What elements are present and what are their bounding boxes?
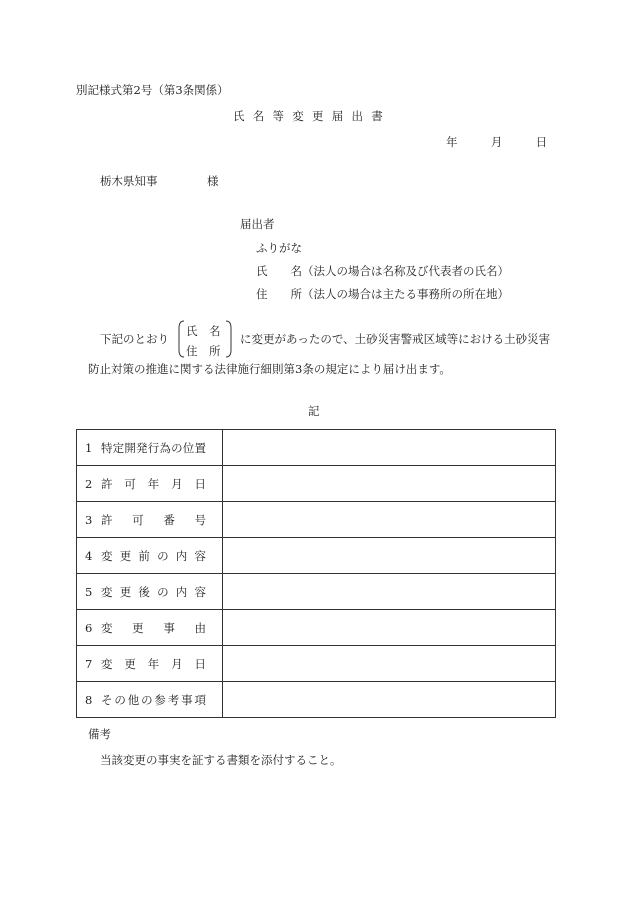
item-number: 1 bbox=[85, 440, 93, 455]
item-label-cell bbox=[77, 502, 223, 538]
item-label: 特定開発行為の位置 bbox=[101, 440, 206, 455]
item-number: 8 bbox=[85, 692, 93, 707]
table-row bbox=[77, 610, 556, 646]
item-label-cell bbox=[77, 466, 223, 502]
item-label: 変更前の内容 bbox=[101, 548, 206, 563]
addressee-name: 栃木県知事 bbox=[100, 174, 158, 188]
right-bracket bbox=[226, 321, 231, 357]
item-value-cell[interactable] bbox=[223, 610, 556, 646]
item-label: 許可番号 bbox=[101, 512, 206, 527]
item-label-cell bbox=[77, 430, 223, 466]
item-label-cell bbox=[77, 538, 223, 574]
item-label: 変更年月日 bbox=[101, 656, 206, 671]
ki-heading: 記 bbox=[308, 404, 320, 418]
applicant-label: 届出者 bbox=[240, 217, 275, 231]
applicant-address-note: （法人の場合は主たる事務所の所在地） bbox=[302, 287, 509, 301]
date-line bbox=[446, 137, 547, 149]
table-row bbox=[77, 466, 556, 502]
date-month: 月 bbox=[490, 135, 503, 149]
item-label: 変更後の内容 bbox=[101, 584, 206, 599]
option-name: 氏 名 bbox=[186, 324, 221, 338]
option-bracket bbox=[178, 320, 232, 358]
body-line1-rest: に変更があったので、土砂災害警戒区域等における土砂災害 bbox=[240, 332, 551, 346]
applicant-address-label: 住 所 bbox=[256, 287, 302, 301]
left-bracket bbox=[179, 321, 184, 357]
item-label: その他の参考事項 bbox=[101, 692, 206, 707]
item-number: 2 bbox=[85, 476, 93, 491]
item-label-cell bbox=[77, 610, 223, 646]
body-prefix: 下記のとおり bbox=[100, 332, 169, 346]
item-label: 変更事由 bbox=[101, 620, 206, 635]
table-row bbox=[77, 574, 556, 610]
remarks-heading: 備考 bbox=[88, 727, 111, 741]
applicant-name-note: （法人の場合は名称及び代表者の氏名） bbox=[302, 264, 509, 278]
item-value-cell[interactable] bbox=[223, 646, 556, 682]
table-row bbox=[77, 682, 556, 718]
table-row bbox=[77, 502, 556, 538]
applicant-name-label: 氏 名 bbox=[256, 264, 302, 278]
furigana-label: ふりがな bbox=[256, 241, 302, 255]
remarks-text: 当該変更の事実を証する書類を添付すること。 bbox=[100, 753, 342, 767]
date-day: 日 bbox=[535, 135, 548, 149]
item-value-cell[interactable] bbox=[223, 682, 556, 718]
applicant-address-line bbox=[256, 289, 509, 301]
body-line2: 防止対策の推進に関する法律施行細則第3条の規定により届け出ます。 bbox=[88, 362, 451, 376]
item-label-cell bbox=[77, 574, 223, 610]
item-number: 6 bbox=[85, 620, 93, 635]
item-value-cell[interactable] bbox=[223, 466, 556, 502]
item-label: 許可年月日 bbox=[101, 476, 206, 491]
item-value-cell[interactable] bbox=[223, 538, 556, 574]
applicant-name-line bbox=[256, 266, 509, 278]
item-number: 4 bbox=[85, 548, 93, 563]
table-row bbox=[77, 430, 556, 466]
item-number: 3 bbox=[85, 512, 93, 527]
item-number: 7 bbox=[85, 656, 93, 671]
item-label-cell bbox=[77, 682, 223, 718]
form-reference: 別記様式第2号（第3条関係） bbox=[76, 83, 229, 97]
option-address: 住 所 bbox=[186, 344, 221, 358]
item-number: 5 bbox=[85, 584, 93, 599]
item-label-cell bbox=[77, 646, 223, 682]
date-year: 年 bbox=[446, 135, 458, 149]
table-row bbox=[77, 538, 556, 574]
page-title: 氏 名 等 変 更 届 出 書 bbox=[233, 109, 386, 123]
item-value-cell[interactable] bbox=[223, 574, 556, 610]
addressee-honorific: 様 bbox=[207, 174, 219, 188]
item-value-cell[interactable] bbox=[223, 430, 556, 466]
table-row bbox=[77, 646, 556, 682]
item-value-cell[interactable] bbox=[223, 502, 556, 538]
items-table bbox=[76, 429, 556, 718]
